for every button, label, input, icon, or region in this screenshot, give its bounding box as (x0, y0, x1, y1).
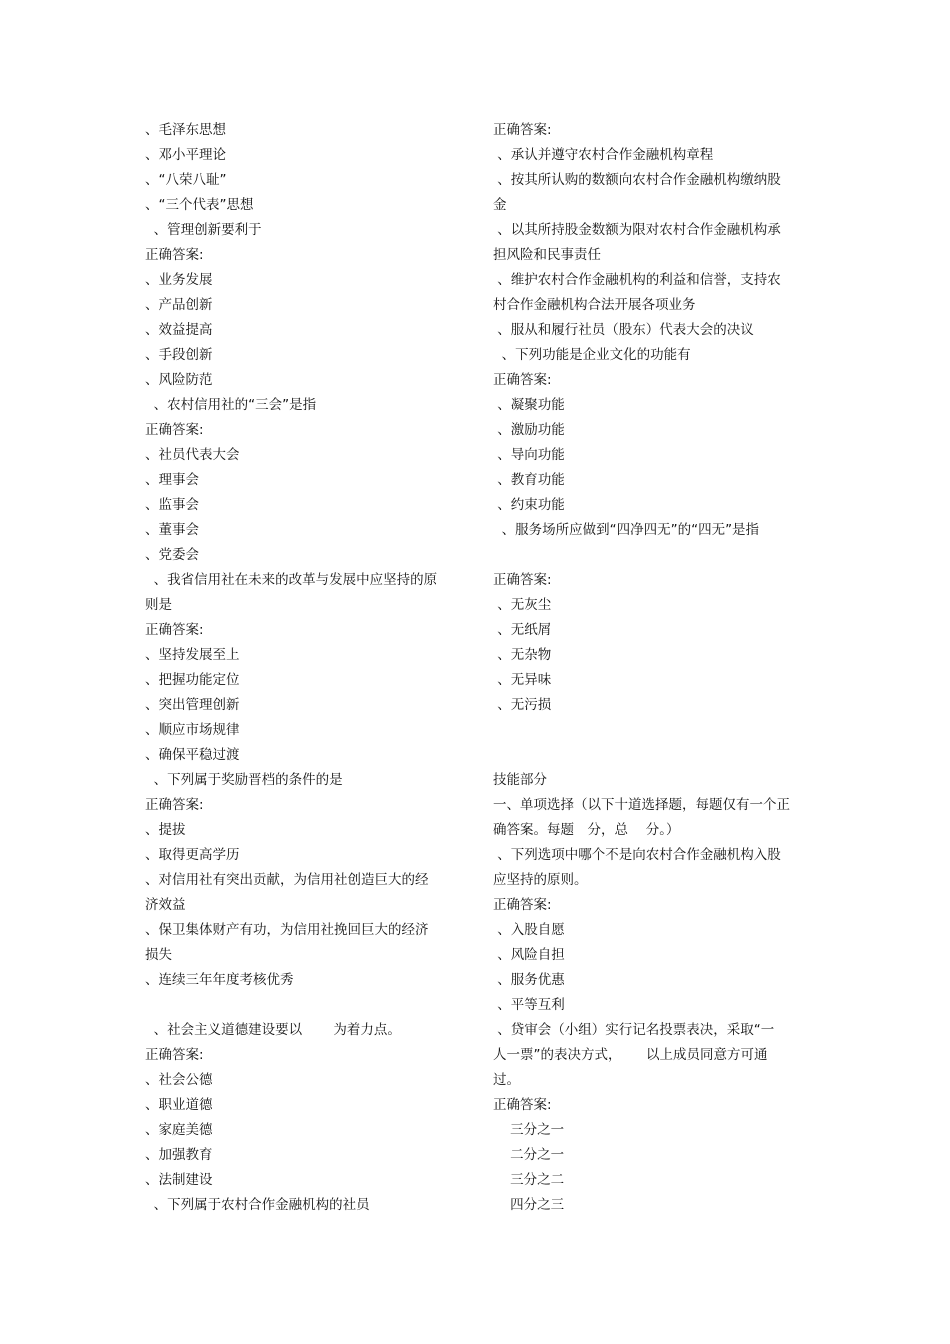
left-column-line: 正确答案: (145, 622, 204, 638)
right-column-line: 一、单项选择（以下十道选择题，每题仅有一个正 (493, 797, 790, 813)
right-column-line: 、平等互利 (493, 997, 565, 1013)
left-column-line: 、把握功能定位 (145, 672, 240, 688)
left-column-line: 、对信用社有突出贡献，为信用社创造巨大的经 (145, 872, 429, 888)
left-column-line (145, 993, 463, 1018)
left-column-line: 、理事会 (145, 472, 199, 488)
right-column-line: 三分之一 (493, 1122, 565, 1138)
left-column-line: 、加强教育 (145, 1147, 213, 1163)
right-column-line (493, 718, 811, 743)
right-column-line: 、按其所认购的数额向农村合作金融机构缴纳股 (493, 172, 781, 188)
right-column-line: 、以其所持股金数额为限对农村合作金融机构承 (493, 222, 781, 238)
right-column-line: 三分之二 (493, 1172, 565, 1188)
left-column-line: 、社会主义道德建设要以 为着力点。 (145, 1022, 401, 1038)
right-column-line: 担风险和民事责任 (493, 247, 601, 263)
right-column-line: 金 (493, 197, 507, 213)
left-column-line: 、确保平稳过渡 (145, 747, 240, 763)
left-column-line: 、产品创新 (145, 297, 213, 313)
left-column-line: 、保卫集体财产有功，为信用社挽回巨大的经济 (145, 922, 429, 938)
right-column-line: 、风险自担 (493, 947, 565, 963)
right-column-line: 、下列选项中哪个不是向农村合作金融机构入股 (493, 847, 781, 863)
right-column-line (493, 743, 811, 768)
right-text-column (493, 118, 811, 1218)
right-column-line: 、无杂物 (493, 647, 552, 663)
left-column-line: 、毛泽东思想 (145, 122, 226, 138)
right-column-line: 正确答案: (493, 1097, 552, 1113)
left-column-line: 、效益提高 (145, 322, 213, 338)
right-column-line: 人一票”的表决方式， 以上成员同意方可通 (493, 1047, 768, 1063)
left-column-line: 、我省信用社在未来的改革与发展中应坚持的原 (145, 572, 438, 588)
right-column-line: 、承认并遵守农村合作金融机构章程 (493, 147, 714, 163)
left-column-line: 、突出管理创新 (145, 697, 240, 713)
right-column-line: 、下列功能是企业文化的功能有 (493, 347, 691, 363)
right-column-line: 应坚持的原则。 (493, 872, 588, 888)
left-column-line: 、社员代表大会 (145, 447, 240, 463)
right-column-line: 技能部分 (493, 772, 547, 788)
left-column-line: 、农村信用社的“三会”是指 (145, 397, 317, 413)
right-column-line: 过。 (493, 1072, 520, 1088)
left-column-line: 、“八荣八耻” (145, 172, 227, 188)
right-column-line: 、无污损 (493, 697, 552, 713)
left-column-line: 、提拔 (145, 822, 186, 838)
right-column-line: 、约束功能 (493, 497, 565, 513)
right-column-line: 、服从和履行社员（股东）代表大会的决议 (493, 322, 754, 338)
left-column-line: 、职业道德 (145, 1097, 213, 1113)
right-column-line: 、维护农村合作金融机构的利益和信誉，支持农 (493, 272, 781, 288)
left-column-line: 、“三个代表”思想 (145, 197, 254, 213)
right-column-line: 、贷审会（小组）实行记名投票表决，采取“一 (493, 1022, 775, 1038)
left-column-line: 、顺应市场规律 (145, 722, 240, 738)
right-column-line: 四分之三 (493, 1197, 565, 1213)
left-column-line: 正确答案: (145, 247, 204, 263)
right-column-line (493, 543, 811, 568)
left-column-line: 济效益 (145, 897, 186, 913)
left-column-line: 、监事会 (145, 497, 199, 513)
left-column-line: 、董事会 (145, 522, 199, 538)
left-column-line: 、法制建设 (145, 1172, 213, 1188)
right-column-line: 确答案。每题 分，总 分。） (493, 822, 680, 838)
left-text-column (145, 118, 463, 1218)
left-column-line: 、家庭美德 (145, 1122, 213, 1138)
right-column-line: 、入股自愿 (493, 922, 565, 938)
left-column-line: 、连续三年年度考核优秀 (145, 972, 294, 988)
right-column-line: 、教育功能 (493, 472, 565, 488)
left-column-line: 损失 (145, 947, 172, 963)
right-column-line: 二分之一 (493, 1147, 565, 1163)
right-column-line: 村合作金融机构合法开展各项业务 (493, 297, 696, 313)
left-column-line: 、邓小平理论 (145, 147, 226, 163)
right-column-line: 、导向功能 (493, 447, 565, 463)
right-column-line: 正确答案: (493, 122, 552, 138)
right-column-line: 、无灰尘 (493, 597, 552, 613)
left-column-line: 、社会公德 (145, 1072, 213, 1088)
left-column-line: 、下列属于农村合作金融机构的社员 (145, 1197, 370, 1213)
right-column-line: 、无纸屑 (493, 622, 552, 638)
left-column-line: 正确答案: (145, 797, 204, 813)
right-column-line: 、激励功能 (493, 422, 565, 438)
right-column-line: 、服务场所应做到“四净四无”的“四无”是指 (493, 522, 760, 538)
left-column-line: 、业务发展 (145, 272, 213, 288)
left-column-line: 正确答案: (145, 422, 204, 438)
right-column-line: 、凝聚功能 (493, 397, 565, 413)
left-column-line: 、坚持发展至上 (145, 647, 240, 663)
right-column-line: 正确答案: (493, 572, 552, 588)
right-column-line: 正确答案: (493, 372, 552, 388)
left-column-line: 、党委会 (145, 547, 199, 563)
left-column-line: 、管理创新要利于 (145, 222, 262, 238)
left-column-line: 正确答案: (145, 1047, 204, 1063)
left-column-line: 、取得更高学历 (145, 847, 240, 863)
left-column-line: 则是 (145, 597, 172, 613)
left-column-line: 、下列属于奖励晋档的条件的是 (145, 772, 343, 788)
left-column-line: 、风险防范 (145, 372, 213, 388)
right-column-line: 正确答案: (493, 897, 552, 913)
left-column-line: 、手段创新 (145, 347, 213, 363)
right-column-line: 、服务优惠 (493, 972, 565, 988)
right-column-line: 、无异味 (493, 672, 552, 688)
